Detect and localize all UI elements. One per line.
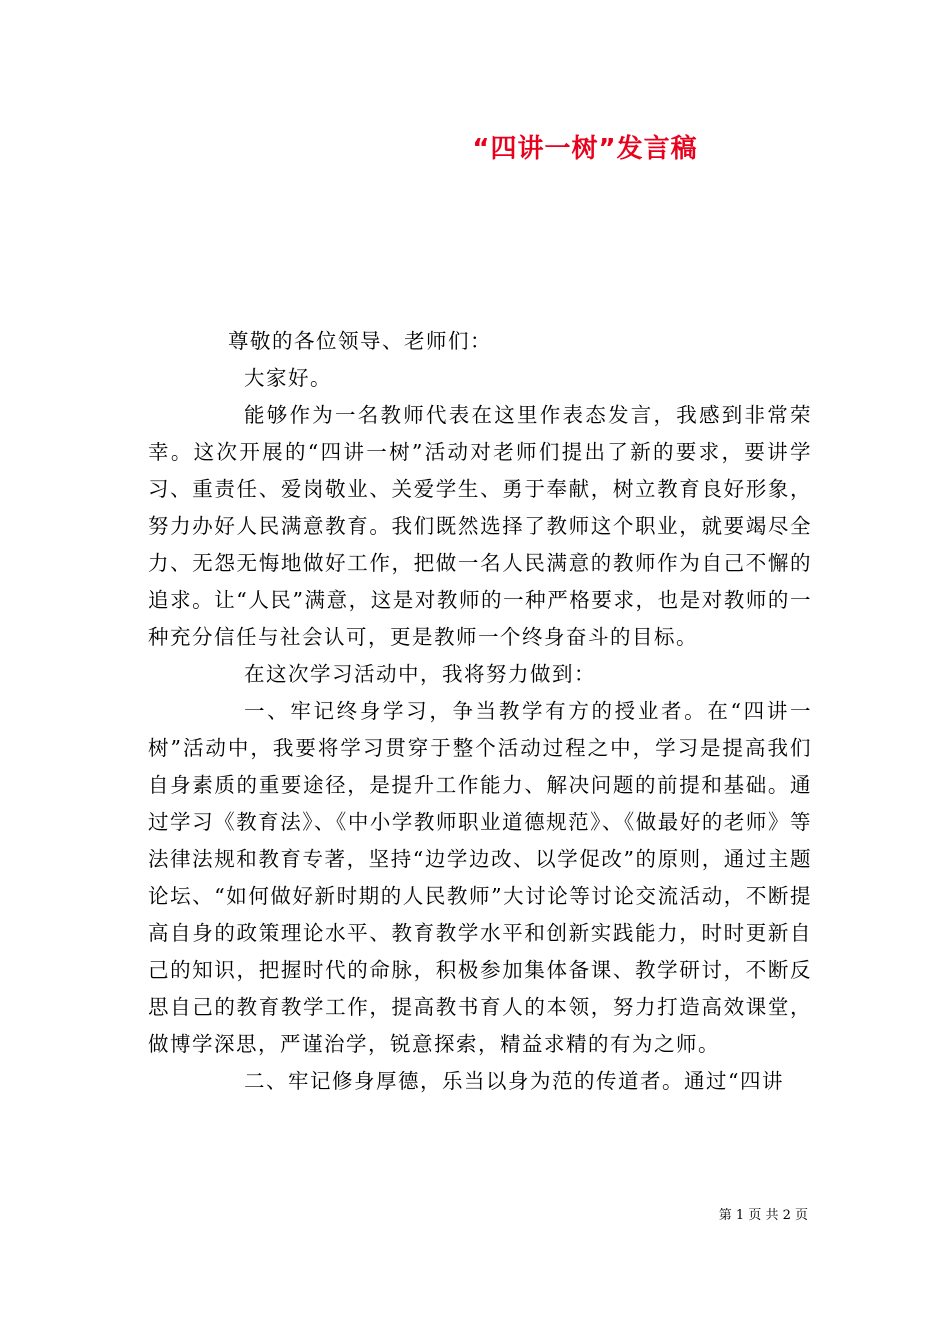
commitment-paragraph: 在这次学习活动中，我将努力做到： (244, 662, 596, 686)
point-one-paragraph: 一、牢记终身学习，争当教学有方的授业者。在“四讲一树”活动中，我要将学习贯穿于整个活动过程之中，学习是提高我们自身素质的重要途径，是提升工作能力、解决问题的前提和基础。通过学习《教育法》、《中小学教师职业道德规范》、《做最好的老师》等法律法规和教育专著，坚持“边学边改、以学促改”的原则，通过主题论坛、“如何做好新时期的人民教师”大讨论等讨论交流活动，不断提高自身的政策理论水平、教育教学水平和创新实践能力，时时更新自己的知识，把握时代的命脉，积极参加集体备课、教学研讨，不断反思自己的教育教学工作，提高教书育人的本领，努力打造高效课堂，做博学深思，严谨治学，锐意探索，精益求精的有为之师。 (148, 699, 812, 1056)
intro-paragraph: 能够作为一名教师代表在这里作表态发言，我感到非常荣幸。这次开展的“四讲一树”活动对老师们提出了新的要求，要讲学习、重责任、爱岗敬业、关爱学生、勇于奉献，树立教育良好形象，努力办好人民满意教育。我们既然选择了教师这个职业，就要竭尽全力、无怨无悔地做好工作，把做一名人民满意的教师作为自己不懈的追求。让“人民”满意，这是对教师的一种严格要求，也是对教师的一种充分信任与社会认可，更是教师一个终身奋斗的目标。 (148, 403, 812, 649)
point-two-paragraph: 二、牢记修身厚德，乐当以身为范的传道者。通过“四讲 (244, 1069, 784, 1093)
salutation-paragraph: 尊敬的各位领导、老师们： (228, 329, 492, 353)
document-body (148, 323, 812, 1100)
greeting-paragraph: 大家好。 (244, 366, 332, 390)
page-number-footer: 第 1 页 共 2 页 (718, 1208, 808, 1223)
document-title: “四讲一树”发言稿 (472, 134, 698, 164)
